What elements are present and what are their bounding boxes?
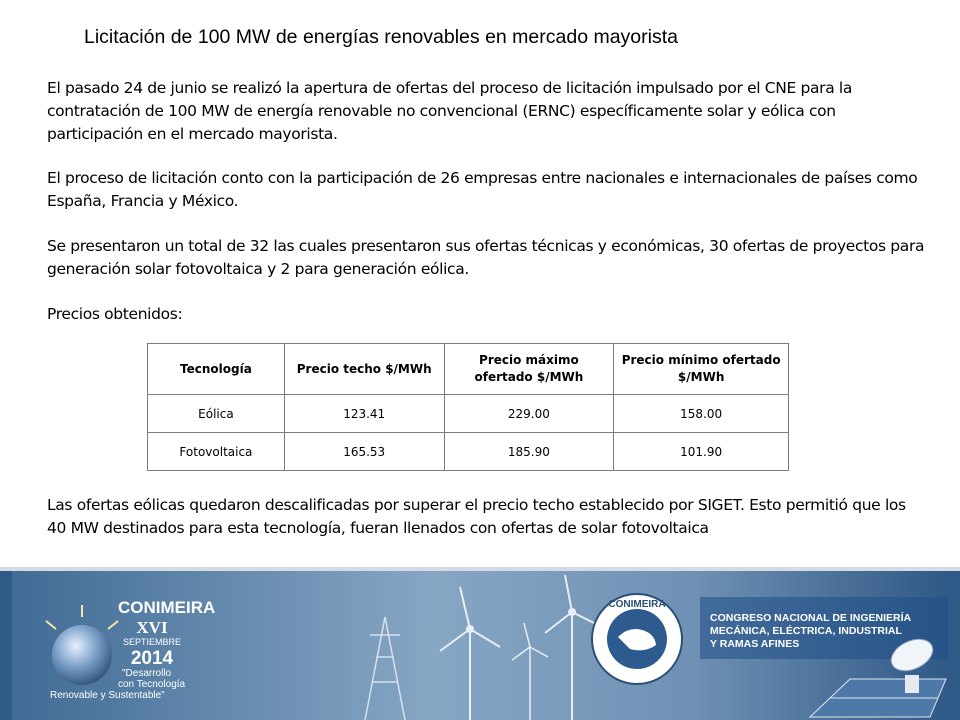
header-technology: Tecnología	[148, 344, 285, 395]
paragraph-offers: Se presentaron un total de 32 las cuales presentaron sus ofertas técnicas y económicas, 30 ofertas de proyectos para generación solar fotovoltaica y 2 para generación eólica.	[47, 237, 925, 278]
cell-max-price: 185.90	[444, 433, 614, 471]
cell-ceiling-price: 165.53	[284, 433, 444, 471]
cell-technology: Eólica	[148, 395, 285, 433]
logo-edition: XVI	[136, 618, 168, 637]
paragraph-prices-intro: Precios obtenidos:	[47, 305, 183, 323]
congress-line-2: MECÁNICA, ELÉCTRICA, INDUSTRIAL	[710, 625, 902, 637]
cell-technology: Fotovoltaica	[148, 433, 285, 471]
header-ceiling-price: Precio techo $/MWh	[284, 344, 444, 395]
header-max-price: Precio máximo ofertado $/MWh	[444, 344, 614, 395]
paragraph-opening: El pasado 24 de junio se realizó la apertura de ofertas del proceso de licitación impulsado por el CNE para la contratación de 100 MW de energía renovable no convencional (ERNC) específicamente solar y eólica con participación en el mercado mayorista.	[47, 79, 853, 143]
logo-month: SEPTIEMBRE	[122, 637, 182, 647]
cell-ceiling-price: 123.41	[284, 395, 444, 433]
conimeira-banner	[0, 567, 960, 720]
paragraph-participants: El proceso de licitación conto con la participación de 26 empresas entre nacionales e internacionales de países como España, Francia y México.	[47, 169, 918, 210]
logo-name: CONIMEIRA	[118, 598, 216, 617]
emblem-icon	[592, 594, 682, 684]
cell-max-price: 229.00	[444, 395, 614, 433]
prices-table	[147, 343, 789, 471]
slide-title: Licitación de 100 MW de energías renovables en mercado mayorista	[84, 26, 678, 48]
header-min-price: Precio mínimo ofertado $/MWh	[614, 344, 789, 395]
table-row	[148, 433, 789, 471]
logo-slogan-2: con Tecnología	[118, 679, 186, 690]
cell-min-price: 158.00	[614, 395, 789, 433]
logo-slogan-3: Renovable y Sustentable"	[50, 690, 165, 701]
table-row	[148, 395, 789, 433]
logo-year: 2014	[130, 648, 174, 669]
congress-line-1: CONGRESO NACIONAL DE INGENIERÍA	[710, 612, 912, 624]
cell-min-price: 101.90	[614, 433, 789, 471]
congress-line-3: Y RAMAS AFINES	[710, 638, 800, 650]
emblem-text: CONIMEIRA	[608, 599, 666, 610]
paragraph-conclusion: Las ofertas eólicas quedaron descalificadas por superar el precio techo establecido por SIGET. Esto permitió que los 40 MW destinados para esta tecnología, fueran llenados con ofertas de solar fotovoltaica	[47, 496, 906, 537]
logo-slogan-1: "Desarrollo	[122, 668, 172, 679]
table-header-row	[148, 344, 789, 395]
